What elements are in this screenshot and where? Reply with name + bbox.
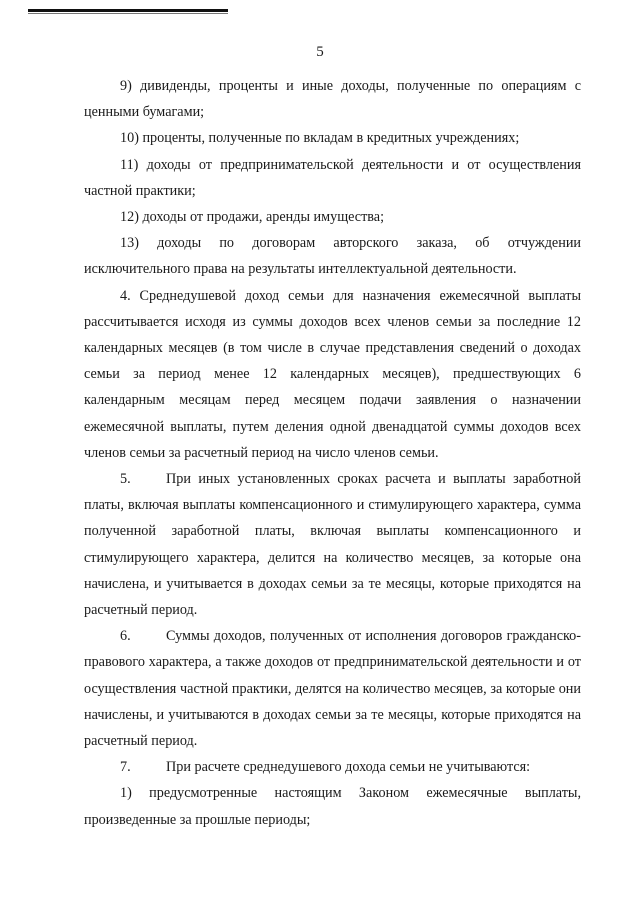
section-text: При иных установленных сроках расчета и выплаты заработной платы, включая выплаты компенсационного и стимулирующего характера, сумма полученной заработной платы, включая выплаты компенсационного и стимулирующего характера, делится на количество месяцев, за которые она начислена, и учитывается в доходах семьи за те месяцы, которые приходятся на расчетный период.: [84, 471, 581, 619]
page-number: 5: [316, 44, 324, 60]
paragraph-item-10: 10) проценты, полученные по вкладам в кредитных учреждениях;: [120, 130, 520, 147]
section-number: 5.: [120, 471, 131, 488]
paragraph-item-9: 9) дивиденды, проценты и иные доходы, полученные по операциям с ценными бумагами;: [84, 78, 581, 121]
paragraph-section-4: 4. Среднедушевой доход семьи для назначения ежемесячной выплаты рассчитывается исходя из суммы доходов всех членов семьи за последние 12 календарных месяцев (в том числе в случае представления сведений о доходах семьи за период менее 12 календарных месяцев), предшествующих 6 календарным месяцам перед месяцем подачи заявления о назначении ежемесячной выплаты, путем деления одной двенадцатой суммы доходов всех членов семьи за расчетный период на число членов семьи.: [84, 287, 581, 461]
paragraph-section-7-item-1: 1) предусмотренные настоящим Законом ежемесячные выплаты, произведенные за прошлые периоды;: [84, 785, 581, 828]
section-number: 7.: [120, 759, 131, 776]
scan-artifact-line-thin: [28, 13, 228, 14]
paragraph-section-6: [84, 623, 581, 754]
paragraph-section-5: [84, 466, 581, 623]
paragraph-item-12: 12) доходы от продажи, аренды имущества;: [120, 209, 385, 226]
section-text: При расчете среднедушевого дохода семьи не учитываются:: [166, 759, 531, 776]
paragraph-item-13: 13) доходы по договорам авторского заказа, об отчуждении исключительного права на результаты интеллектуальной деятельности.: [84, 235, 581, 278]
paragraph-section-7: [84, 754, 581, 780]
section-text: Суммы доходов, полученных от исполнения договоров гражданско-правового характера, а также доходов от предпринимательской деятельности и от осуществления частной практики, делятся на количество месяцев, за которые они начислены, и учитываются в доходах семьи за те месяцы, которые приходятся на расчетный период.: [84, 628, 581, 750]
scan-artifact-line: [28, 9, 228, 12]
document-body: [84, 73, 581, 833]
paragraph-item-11: 11) доходы от предпринимательской деятельности и от осуществления частной практики;: [84, 156, 581, 199]
section-number: 6.: [120, 628, 131, 645]
